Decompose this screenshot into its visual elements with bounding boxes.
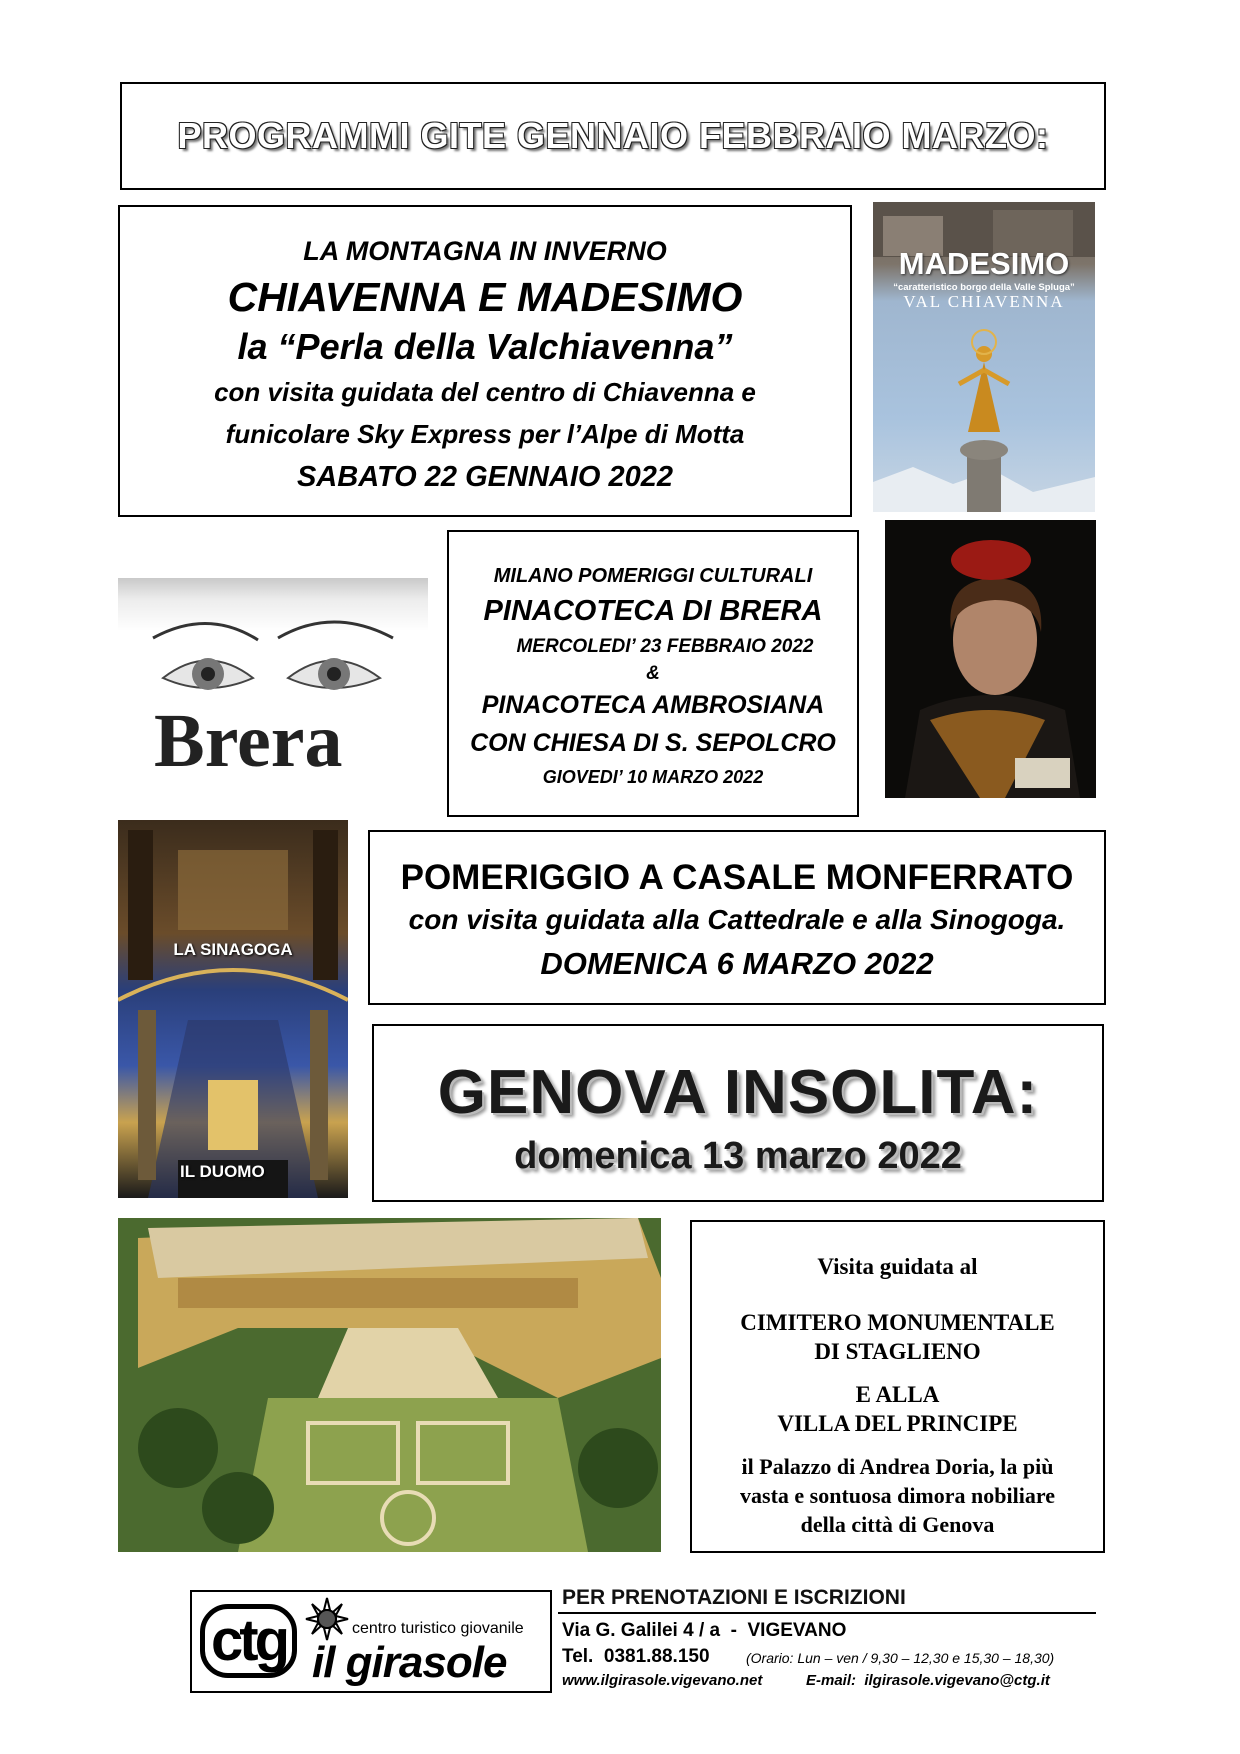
genova-note-2: vasta e sontuosa dimora nobiliare bbox=[740, 1483, 1055, 1508]
trip-milano-title-3: CON CHIESA DI S. SEPOLCRO bbox=[470, 729, 836, 757]
footer-logo-box bbox=[190, 1590, 552, 1693]
trip-casale-date: DOMENICA 6 MARZO 2022 bbox=[540, 946, 934, 981]
casale-churches-image bbox=[118, 820, 348, 1198]
brera-wordmark: Brera bbox=[154, 699, 343, 783]
trip-chiavenna-title: CHIAVENNA E MADESIMO bbox=[227, 274, 743, 320]
trip-milano-date-2: GIOVEDI’ 10 MARZO 2022 bbox=[542, 767, 764, 787]
trip-milano-ampersand: & bbox=[646, 663, 660, 684]
portrait-illustration bbox=[885, 520, 1096, 798]
madesimo-poster-tagline: “caratteristico borgo della Valle Spluga” bbox=[893, 282, 1075, 293]
footer-hours: (Orario: Lun – ven / 9,30 – 12,30 e 15,30 – 18,30) bbox=[746, 1650, 1055, 1666]
genova-note-1: il Palazzo di Andrea Doria, la più bbox=[741, 1454, 1054, 1479]
ctg-logo: ctg bbox=[200, 1604, 297, 1678]
trip-casale-box bbox=[368, 830, 1106, 1005]
trip-milano-box bbox=[447, 530, 859, 817]
casale-illustration bbox=[118, 820, 348, 1198]
genova-info-box bbox=[690, 1220, 1105, 1553]
trip-genova-box bbox=[372, 1024, 1104, 1202]
trip-genova-title: GENOVA INSOLITA: bbox=[437, 1058, 1039, 1127]
org-tagline: centro turistico giovanile bbox=[352, 1620, 524, 1637]
trip-chiavenna-subtitle: la “Perla della Valchiavenna” bbox=[237, 326, 733, 367]
madesimo-poster-title: MADESIMO bbox=[898, 246, 1070, 281]
sunflower-icon bbox=[304, 1596, 350, 1642]
trip-chiavenna-kicker: LA MONTAGNA IN INVERNO bbox=[303, 236, 667, 266]
genova-place-2-line-1: E ALLA bbox=[855, 1382, 940, 1407]
footer-divider bbox=[558, 1612, 1096, 1614]
trip-milano-date-1: MERCOLEDI’ 23 FEBBRAIO 2022 bbox=[516, 636, 814, 657]
madesimo-poster-image bbox=[873, 202, 1095, 512]
trip-chiavenna-date: SABATO 22 GENNAIO 2022 bbox=[296, 461, 674, 493]
genova-visit-intro: Visita guidata al bbox=[817, 1254, 978, 1279]
footer-website[interactable]: www.ilgirasole.vigevano.net bbox=[562, 1672, 763, 1689]
header-box bbox=[120, 82, 1106, 190]
org-name: il girasole bbox=[312, 1638, 507, 1687]
genova-place-1-line-2: DI STAGLIENO bbox=[814, 1339, 981, 1364]
madesimo-poster-region: VAL CHIAVENNA bbox=[903, 292, 1065, 311]
villa-illustration bbox=[118, 1218, 661, 1552]
genova-place-1-line-1: CIMITERO MONUMENTALE bbox=[740, 1310, 1055, 1335]
casale-label-cathedral: IL DUOMO bbox=[180, 1162, 265, 1181]
page-title: PROGRAMMI GITE GENNAIO FEBBRAIO MARZO: bbox=[177, 115, 1049, 156]
trip-chiavenna-box bbox=[118, 205, 852, 517]
portrait-painting-image bbox=[885, 520, 1096, 798]
trip-casale-desc: con visita guidata alla Cattedrale e alla Sinogoga. bbox=[408, 904, 1066, 935]
trip-milano-title-2: PINACOTECA AMBROSIANA bbox=[481, 691, 825, 719]
genova-note-3: della città di Genova bbox=[800, 1512, 995, 1537]
trip-casale-title: POMERIGGIO A CASALE MONFERRATO bbox=[400, 858, 1074, 897]
footer-booking-heading: PER PRENOTAZIONI E ISCRIZIONI bbox=[562, 1586, 906, 1609]
trip-milano-kicker: MILANO POMERIGGI CULTURALI bbox=[493, 565, 813, 587]
genova-place-2-line-2: VILLA DEL PRINCIPE bbox=[777, 1411, 1018, 1436]
trip-chiavenna-desc-1: con visita guidata del centro di Chiavenna e bbox=[214, 377, 756, 407]
villa-del-principe-image bbox=[118, 1218, 661, 1552]
footer-email[interactable]: E-mail: ilgirasole.vigevano@ctg.it bbox=[806, 1672, 1050, 1689]
brera-eyes-image bbox=[118, 578, 428, 790]
trip-milano-title-1: PINACOTECA DI BRERA bbox=[483, 595, 823, 627]
footer-address: Via G. Galilei 4 / a - VIGEVANO bbox=[562, 1620, 847, 1641]
trip-genova-date: domenica 13 marzo 2022 bbox=[514, 1135, 962, 1177]
footer-phone: Tel. 0381.88.150 bbox=[562, 1646, 710, 1667]
casale-label-synagogue: LA SINAGOGA bbox=[173, 940, 293, 959]
trip-chiavenna-desc-2: funicolare Sky Express per l’Alpe di Motta bbox=[225, 419, 745, 449]
